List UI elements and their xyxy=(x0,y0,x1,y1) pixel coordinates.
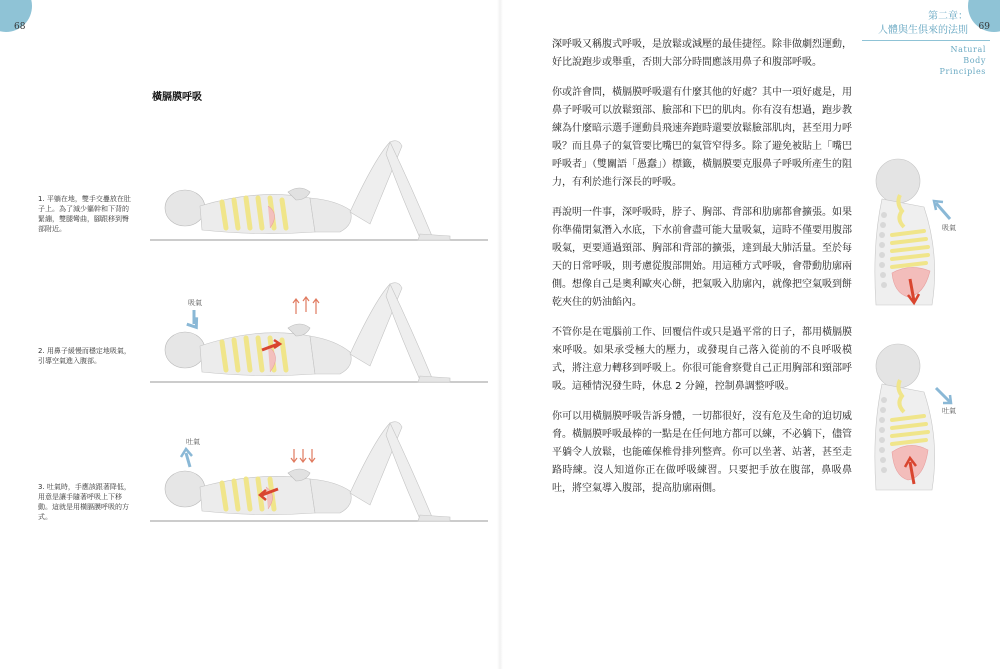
book-gutter xyxy=(497,0,503,669)
chapter-title-english xyxy=(940,44,986,77)
lying-figure-inhale xyxy=(150,270,490,390)
figure-exhale-label: 吐氣 xyxy=(186,438,200,446)
lying-figure-exhale xyxy=(150,405,490,530)
paragraph: 不管你是在電腦前工作、回覆信件或只是過平常的日子，都用橫膈膜來呼吸。如果承受極大的壓力，或發現自己落入從前的不良呼吸模式，將注意力轉移到呼吸上。你很可能會察覺自己正用胸部和頸部呼吸。這種情況發生時，休息 2 分鐘，控制鼻調整呼吸。 xyxy=(552,327,852,392)
step-1-text: 1. 平躺在地，雙手交疊放在肚子上。為了減少軀幹和下背的緊繃，雙腿彎曲，腳跟移到臀部附近。 xyxy=(38,195,131,233)
chapter-number: 第二章： xyxy=(928,11,968,22)
chapter-en-word: Body xyxy=(963,56,986,65)
page-number-left: 68 xyxy=(14,22,26,32)
page-number-right: 69 xyxy=(978,22,990,32)
side-inhale-label: 吸氣 xyxy=(942,224,956,232)
chapter-header xyxy=(878,10,968,38)
step-2-text: 2. 用鼻子緩慢而穩定地吸氣，引導空氣進入腹部。 xyxy=(38,347,131,365)
chapter-en-word: Natural xyxy=(950,45,986,54)
step-3-text: 3. 吐氣時，手應該跟著降低，用意是讓手隨著呼吸上下移動。這就是用橫膈膜呼吸的方式。 xyxy=(38,483,131,521)
paragraph: 你或許會問，橫膈膜呼吸還有什麼其他的好處？其中一項好處是，用鼻子呼吸可以放鬆頸部、臉部和下巴的肌肉。你有沒有想過，跑步教練為什麼暗示選手運動員飛速奔跑時還要放鬆臉部肌肉，甚至用力呼吸？而且鼻子的氣管要比嘴巴的氣管窄得多。除了避免被貼上「嘴巴呼吸者」（雙關語「愚蠢」）標籤，橫膈膜要克服鼻子呼吸所產生的阻力，有利於進行深長的呼吸。 xyxy=(552,87,852,188)
figure-inhale-label: 吸氣 xyxy=(188,299,202,307)
section-title: 橫膈膜呼吸 xyxy=(152,92,202,103)
torso-figure-exhale xyxy=(862,340,972,500)
chapter-en-word: Principles xyxy=(939,67,986,76)
chapter-title: 人體與生俱來的法則 xyxy=(878,25,968,36)
side-exhale-label: 吐氣 xyxy=(942,407,956,415)
paragraph: 再說明一件事，深呼吸時，脖子、胸部、背部和肋廓都會擴張。如果你準備閉氣潛入水底，下水前會盡可能大量吸氣，這時不僅要用腹部吸氣，更要通過頸部、胸部和背部的擴張，達到最大肺活量。至於每天的日常呼吸，則考慮從腹部開始。用這種方式呼吸，會帶動肋廓兩側。想像自己是奧利歐夾心餅，把氣吸入肋廓內，就像把空氣吸到餅乾夾住的奶油餡內。 xyxy=(552,207,852,308)
right-page xyxy=(500,0,1000,669)
lying-figure-rest xyxy=(150,128,490,248)
paragraph: 深呼吸又稱腹式呼吸，是放鬆或減壓的最佳捷徑。除非做劇烈運動，好比說跑步或舉重，否則大部分時間應該用鼻子和腹部呼吸。 xyxy=(552,39,852,68)
header-divider xyxy=(862,40,990,41)
paragraph: 你可以用橫膈膜呼吸告訴身體，一切都很好，沒有危及生命的迫切威脅。橫膈膜呼吸最棒的一點是在任何地方都可以練，不必躺下，儘管平躺令人放鬆，也能確保椎骨排列整齊。你可以坐著、站著，甚至走路時練。沒人知道你正在做呼吸練習。只要把手放在腹部，鼻吸鼻吐，將空氣導入腹部，提高肋廓兩側。 xyxy=(552,411,852,494)
body-text xyxy=(552,36,852,510)
torso-figure-inhale xyxy=(862,155,972,315)
